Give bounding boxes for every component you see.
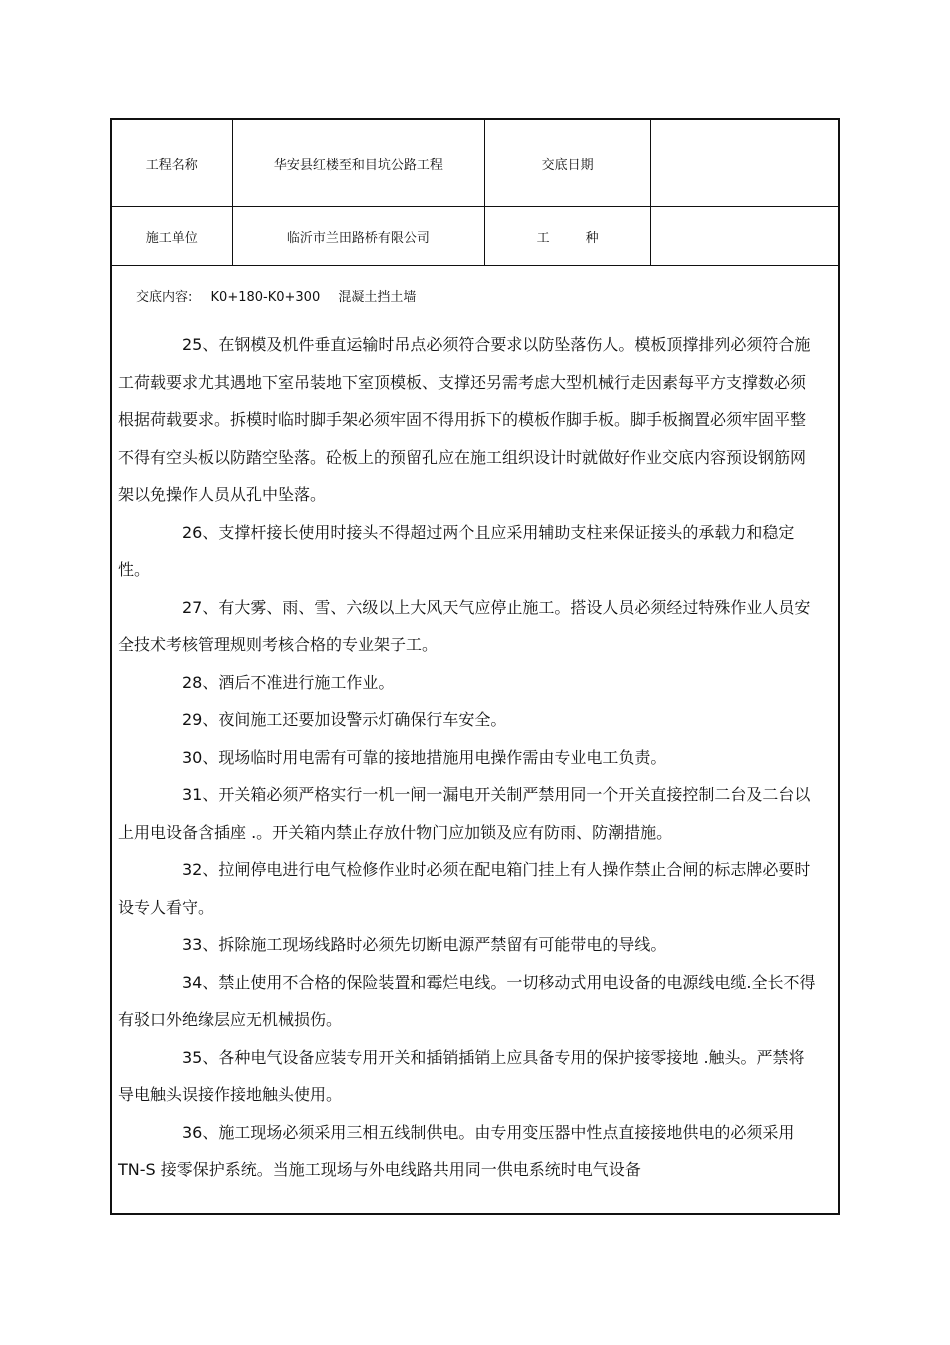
header-table — [112, 120, 838, 266]
project-name-value: 华安县红楼至和目坑公路工程 — [232, 120, 485, 207]
paragraph-text: 32、拉闸停电进行电气检修作业时必须在配电箱门挂上有人操作禁止合闸的标志牌必要时设专人看守。 — [118, 860, 811, 917]
paragraph — [118, 326, 818, 514]
paragraph — [118, 776, 818, 851]
paragraph-text: 34、禁止使用不合格的保险装置和霉烂电线。一切移动式用电设备的电源线电缆.全长不得有驳口外绝缘层应无机械损伤。 — [118, 972, 816, 1029]
paragraph — [118, 851, 818, 926]
date-value — [651, 120, 838, 207]
content-range: K0+180-K0+300 — [210, 290, 321, 305]
paragraph-text: 31、开关箱必须严格实行一机一闸一漏电开关制严禁用同一个开关直接控制二台及二台以上用电设备含插座 .。开关箱内禁止存放什物门应加锁及应有防雨、防潮措施。 — [118, 785, 811, 842]
paragraph-text: 29、夜间施工还要加设警示灯确保行车安全。 — [182, 710, 507, 729]
paragraph — [118, 926, 818, 964]
paragraph-text: 26、支撑杆接长使用时接头不得超过两个且应采用辅助支柱来保证接头的承载力和稳定性。 — [118, 522, 795, 579]
paragraph-text: 28、酒后不准进行施工作业。 — [182, 672, 395, 692]
paragraph — [118, 664, 818, 702]
disclosure-body — [118, 326, 818, 1189]
paragraph — [118, 739, 818, 777]
paragraph-text: 36、施工现场必须采用三相五线制供电。由专用变压器中性点直接接地供电的必须采用 TN-S 接零保护系统。当施工现场与外电线路共用同一供电系统时电气设备 — [118, 1122, 795, 1179]
content-heading — [136, 286, 430, 305]
paragraph — [118, 589, 818, 664]
paragraph-text: 35、各种电气设备应装专用开关和插销插销上应具备专用的保护接零接地 .触头。严禁将导电触头误接作接地触头使用。 — [118, 1047, 805, 1104]
paragraph — [118, 964, 818, 1039]
trade-value — [651, 207, 838, 266]
paragraph — [118, 701, 818, 739]
date-label: 交底日期 — [485, 120, 651, 207]
paragraph — [118, 1039, 818, 1114]
content-label: 交底内容: — [136, 290, 193, 305]
paragraph-text: 25、在钢模及机件垂直运输时吊点必须符合要求以防坠落伤人。模板顶撑排列必须符合施工荷载要求尤其遇地下室吊装地下室顶模板、支撑还另需考虑大型机械行走因素每平方支撑数必须根据荷载要求。拆模时临时脚手架必须牢固不得用拆下的模板作脚手板。脚手板搁置必须牢固平整不得有空头板以防踏空坠落。砼板上的预留孔应在施工组织设计时就做好作业交底内容预设钢筋网架以免操作人员从孔中坠落。 — [118, 335, 811, 504]
paragraph-text: 33、拆除施工现场线路时必须先切断电源严禁留有可能带电的导线。 — [182, 935, 667, 954]
disclosure-form — [110, 118, 840, 1215]
paragraph-text: 27、有大雾、雨、雪、六级以上大风天气应停止施工。搭设人员必须经过特殊作业人员安全技术考核管理规则考核合格的专业架子工。 — [118, 597, 811, 654]
content-subject: 混凝土挡土墙 — [338, 290, 417, 305]
header-row-unit — [112, 207, 838, 266]
header-row-project — [112, 120, 838, 207]
unit-value: 临沂市兰田路桥有限公司 — [232, 207, 485, 266]
paragraph-text: 30、现场临时用电需有可靠的接地措施用电操作需由专业电工负责。 — [182, 747, 667, 767]
paragraph — [118, 1114, 818, 1189]
project-name-label: 工程名称 — [112, 120, 232, 207]
paragraph — [118, 514, 818, 589]
trade-label: 工种 — [485, 207, 651, 266]
unit-label: 施工单位 — [112, 207, 232, 266]
